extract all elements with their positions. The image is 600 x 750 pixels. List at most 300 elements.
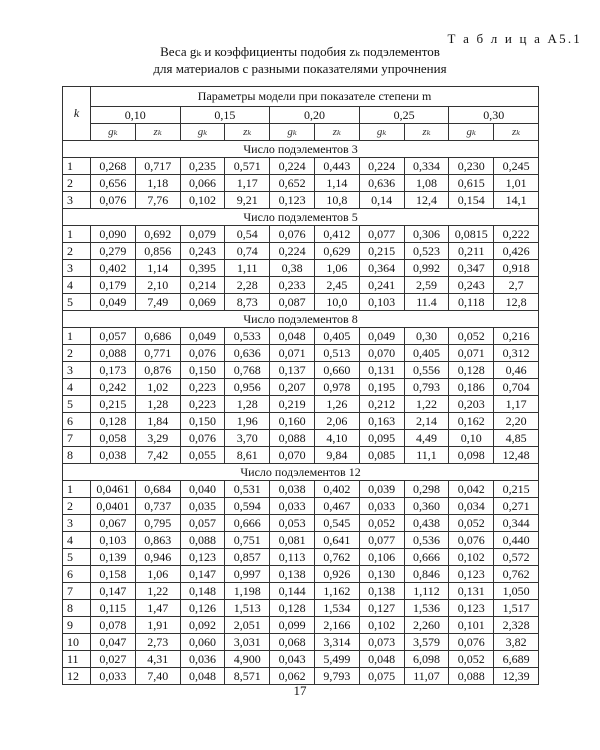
z-value-cell: 11.4 [404, 294, 449, 311]
g-value-cell: 0,243 [180, 243, 225, 260]
table-row [63, 396, 539, 413]
z-value-cell: 0,863 [135, 532, 180, 549]
z-value-cell: 4,31 [135, 651, 180, 668]
z-value-cell: 0,545 [314, 515, 359, 532]
g-value-cell: 0,123 [180, 549, 225, 566]
k-cell: 4 [63, 277, 91, 294]
z-value-cell: 8,73 [225, 294, 270, 311]
g-value-cell: 0,036 [180, 651, 225, 668]
g-value-cell: 0,057 [180, 515, 225, 532]
g-value-cell: 0,077 [359, 532, 404, 549]
z-value-cell: 0,298 [404, 481, 449, 498]
z-value-cell: 0,360 [404, 498, 449, 515]
z-value-cell: 2,73 [135, 634, 180, 651]
z-value-cell: 3,031 [225, 634, 270, 651]
z-value-cell: 3,314 [314, 634, 359, 651]
table-row [63, 617, 539, 634]
table-row [63, 447, 539, 464]
z-value-cell: 0,997 [225, 566, 270, 583]
g-value-cell: 0,242 [91, 379, 136, 396]
g-value-cell: 0,067 [91, 515, 136, 532]
g-value-cell: 0,113 [270, 549, 315, 566]
k-cell: 10 [63, 634, 91, 651]
z-value-cell: 0,405 [314, 328, 359, 345]
table-row [63, 243, 539, 260]
z-value-cell: 0,556 [404, 362, 449, 379]
k-column-header: k [63, 87, 91, 141]
g-value-cell: 0,098 [449, 447, 494, 464]
table-row [63, 498, 539, 515]
z-value-cell: 0,737 [135, 498, 180, 515]
z-value-cell: 0,666 [225, 515, 270, 532]
g-value-cell: 0,090 [91, 226, 136, 243]
g-value-cell: 0,047 [91, 634, 136, 651]
z-value-cell: 1,96 [225, 413, 270, 430]
z-value-cell: 1,01 [494, 175, 539, 192]
k-cell: 6 [63, 413, 91, 430]
z-value-cell: 7,76 [135, 192, 180, 209]
z-value-cell: 7,49 [135, 294, 180, 311]
g-value-cell: 0,085 [359, 447, 404, 464]
g-value-cell: 0,0815 [449, 226, 494, 243]
g-value-cell: 0,079 [180, 226, 225, 243]
table-row [63, 566, 539, 583]
table-row [63, 260, 539, 277]
g-value-cell: 0,223 [180, 379, 225, 396]
z-value-cell: 2,166 [314, 617, 359, 634]
z-value-cell: 0,926 [314, 566, 359, 583]
exponent-header: 0,30 [449, 107, 539, 124]
k-cell: 12 [63, 668, 91, 685]
z-value-cell: 12,4 [404, 192, 449, 209]
g-value-cell: 0,106 [359, 549, 404, 566]
z-value-cell: 1,28 [225, 396, 270, 413]
z-value-cell: 0,467 [314, 498, 359, 515]
z-value-cell: 11,1 [404, 447, 449, 464]
z-value-cell: 9,84 [314, 447, 359, 464]
g-value-cell: 0,224 [359, 158, 404, 175]
g-value-cell: 0,395 [180, 260, 225, 277]
z-value-cell: 0,426 [494, 243, 539, 260]
z-value-cell: 1,18 [135, 175, 180, 192]
g-value-cell: 0,147 [91, 583, 136, 600]
z-value-cell: 0,513 [314, 345, 359, 362]
table-head [63, 87, 539, 141]
z-subheader: zₖ [494, 124, 539, 141]
g-value-cell: 0,040 [180, 481, 225, 498]
g-subheader: gₖ [449, 124, 494, 141]
g-value-cell: 0,212 [359, 396, 404, 413]
k-cell: 1 [63, 328, 91, 345]
g-value-cell: 0,066 [180, 175, 225, 192]
g-value-cell: 0,095 [359, 430, 404, 447]
z-value-cell: 0,768 [225, 362, 270, 379]
g-value-cell: 0,055 [180, 447, 225, 464]
g-value-cell: 0,214 [180, 277, 225, 294]
g-value-cell: 0,038 [270, 481, 315, 498]
g-value-cell: 0,402 [91, 260, 136, 277]
z-value-cell: 0,312 [494, 345, 539, 362]
g-value-cell: 0,027 [91, 651, 136, 668]
g-value-cell: 0,077 [359, 226, 404, 243]
z-value-cell: 1,02 [135, 379, 180, 396]
z-value-cell: 4,10 [314, 430, 359, 447]
g-value-cell: 0,656 [91, 175, 136, 192]
z-value-cell: 0,636 [225, 345, 270, 362]
exponent-header: 0,15 [180, 107, 270, 124]
k-cell: 5 [63, 294, 91, 311]
z-value-cell: 10,0 [314, 294, 359, 311]
g-value-cell: 0,163 [359, 413, 404, 430]
z-value-cell: 8,571 [225, 668, 270, 685]
k-cell: 3 [63, 362, 91, 379]
z-value-cell: 12,39 [494, 668, 539, 685]
k-cell: 8 [63, 600, 91, 617]
z-value-cell: 2,7 [494, 277, 539, 294]
g-value-cell: 0,123 [449, 566, 494, 583]
g-value-cell: 0,131 [449, 583, 494, 600]
g-value-cell: 0,131 [359, 362, 404, 379]
table-row [63, 651, 539, 668]
z-value-cell: 7,40 [135, 668, 180, 685]
z-value-cell: 3,29 [135, 430, 180, 447]
z-value-cell: 0,412 [314, 226, 359, 243]
z-value-cell: 1,08 [404, 175, 449, 192]
g-subheader: gₖ [270, 124, 315, 141]
g-value-cell: 0,347 [449, 260, 494, 277]
k-cell: 5 [63, 549, 91, 566]
z-value-cell: 0,222 [494, 226, 539, 243]
g-value-cell: 0,10 [449, 430, 494, 447]
z-value-cell: 5,499 [314, 651, 359, 668]
g-value-cell: 0,126 [180, 600, 225, 617]
z-value-cell: 1,534 [314, 600, 359, 617]
z-value-cell: 0,215 [494, 481, 539, 498]
k-cell: 2 [63, 345, 91, 362]
group-header-row [63, 464, 539, 481]
caption-line-1: Веса gₖ и коэффициенты подобия zₖ подэлементов [160, 44, 440, 59]
g-value-cell: 0,179 [91, 277, 136, 294]
table-row [63, 158, 539, 175]
z-value-cell: 1,22 [404, 396, 449, 413]
table-row [63, 549, 539, 566]
g-value-cell: 0,215 [91, 396, 136, 413]
g-value-cell: 0,076 [91, 192, 136, 209]
g-value-cell: 0,038 [91, 447, 136, 464]
z-value-cell: 10,8 [314, 192, 359, 209]
group-title: Число подэлементов 8 [63, 311, 539, 328]
k-cell: 3 [63, 192, 91, 209]
table-row [63, 532, 539, 549]
table-row [63, 668, 539, 685]
g-value-cell: 0,052 [359, 515, 404, 532]
z-value-cell: 11,07 [404, 668, 449, 685]
g-value-cell: 0,042 [449, 481, 494, 498]
z-value-cell: 1,112 [404, 583, 449, 600]
g-value-cell: 0,211 [449, 243, 494, 260]
g-subheader: gₖ [359, 124, 404, 141]
z-value-cell: 0,405 [404, 345, 449, 362]
z-value-cell: 1,536 [404, 600, 449, 617]
z-value-cell: 3,82 [494, 634, 539, 651]
z-value-cell: 2,45 [314, 277, 359, 294]
z-value-cell: 0,74 [225, 243, 270, 260]
k-cell: 1 [63, 226, 91, 243]
g-value-cell: 0,076 [180, 430, 225, 447]
z-value-cell: 1,17 [225, 175, 270, 192]
g-value-cell: 0,052 [449, 328, 494, 345]
g-value-cell: 0,053 [270, 515, 315, 532]
g-value-cell: 0,137 [270, 362, 315, 379]
k-cell: 5 [63, 396, 91, 413]
z-value-cell: 2,10 [135, 277, 180, 294]
g-value-cell: 0,048 [180, 668, 225, 685]
z-value-cell: 0,857 [225, 549, 270, 566]
z-value-cell: 0,918 [494, 260, 539, 277]
k-cell: 6 [63, 566, 91, 583]
page-number: 17 [293, 683, 307, 698]
g-value-cell: 0,268 [91, 158, 136, 175]
table-row [63, 600, 539, 617]
table-row [63, 277, 539, 294]
g-value-cell: 0,071 [449, 345, 494, 362]
g-value-cell: 0,075 [359, 668, 404, 685]
g-value-cell: 0,081 [270, 532, 315, 549]
z-value-cell: 2,59 [404, 277, 449, 294]
g-subheader: gₖ [91, 124, 136, 141]
z-value-cell: 1,17 [494, 396, 539, 413]
z-value-cell: 0,666 [404, 549, 449, 566]
z-value-cell: 0,795 [135, 515, 180, 532]
g-value-cell: 0,049 [91, 294, 136, 311]
g-value-cell: 0,069 [180, 294, 225, 311]
table-row [63, 226, 539, 243]
g-value-cell: 0,160 [270, 413, 315, 430]
g-value-cell: 0,076 [449, 634, 494, 651]
table-row [63, 515, 539, 532]
table-row [63, 413, 539, 430]
g-value-cell: 0,0461 [91, 481, 136, 498]
table-row [63, 481, 539, 498]
k-cell: 7 [63, 430, 91, 447]
z-value-cell: 1,517 [494, 600, 539, 617]
g-value-cell: 0,215 [359, 243, 404, 260]
g-value-cell: 0,048 [270, 328, 315, 345]
z-value-cell: 3,70 [225, 430, 270, 447]
g-value-cell: 0,233 [270, 277, 315, 294]
g-value-cell: 0,033 [270, 498, 315, 515]
g-value-cell: 0,130 [359, 566, 404, 583]
g-value-cell: 0,128 [449, 362, 494, 379]
z-value-cell: 2,06 [314, 413, 359, 430]
z-value-cell: 1,22 [135, 583, 180, 600]
z-value-cell: 0,572 [494, 549, 539, 566]
g-value-cell: 0,162 [449, 413, 494, 430]
z-value-cell: 0,771 [135, 345, 180, 362]
g-value-cell: 0,38 [270, 260, 315, 277]
group-header-row [63, 311, 539, 328]
z-value-cell: 12,8 [494, 294, 539, 311]
z-value-cell: 0,440 [494, 532, 539, 549]
z-value-cell: 1,28 [135, 396, 180, 413]
g-value-cell: 0,103 [91, 532, 136, 549]
z-value-cell: 4,85 [494, 430, 539, 447]
g-value-cell: 0,070 [359, 345, 404, 362]
z-value-cell: 0,54 [225, 226, 270, 243]
k-cell: 2 [63, 498, 91, 515]
g-value-cell: 0,186 [449, 379, 494, 396]
g-value-cell: 0,219 [270, 396, 315, 413]
z-value-cell: 4,900 [225, 651, 270, 668]
g-value-cell: 0,052 [449, 515, 494, 532]
g-value-cell: 0,092 [180, 617, 225, 634]
z-value-cell: 0,793 [404, 379, 449, 396]
caption-line-2: для материалов с разными показателями упрочнения [153, 61, 447, 76]
g-value-cell: 0,364 [359, 260, 404, 277]
z-value-cell: 0,956 [225, 379, 270, 396]
z-value-cell: 0,704 [494, 379, 539, 396]
z-value-cell: 9,21 [225, 192, 270, 209]
z-value-cell: 2,260 [404, 617, 449, 634]
g-value-cell: 0,123 [449, 600, 494, 617]
g-value-cell: 0,103 [359, 294, 404, 311]
g-value-cell: 0,071 [270, 345, 315, 362]
g-value-cell: 0,076 [180, 345, 225, 362]
z-value-cell: 0,523 [404, 243, 449, 260]
z-value-cell: 0,629 [314, 243, 359, 260]
z-value-cell: 0,846 [404, 566, 449, 583]
g-value-cell: 0,088 [180, 532, 225, 549]
z-value-cell: 1,26 [314, 396, 359, 413]
z-value-cell: 1,162 [314, 583, 359, 600]
g-value-cell: 0,078 [91, 617, 136, 634]
z-value-cell: 1,050 [494, 583, 539, 600]
z-value-cell: 0,46 [494, 362, 539, 379]
table-row [63, 379, 539, 396]
g-value-cell: 0,073 [359, 634, 404, 651]
g-value-cell: 0,043 [270, 651, 315, 668]
z-value-cell: 0,946 [135, 549, 180, 566]
z-value-cell: 2,28 [225, 277, 270, 294]
z-value-cell: 0,641 [314, 532, 359, 549]
group-header-row [63, 209, 539, 226]
k-cell: 3 [63, 260, 91, 277]
g-value-cell: 0,207 [270, 379, 315, 396]
z-value-cell: 1,14 [135, 260, 180, 277]
g-value-cell: 0,127 [359, 600, 404, 617]
z-value-cell: 0,271 [494, 498, 539, 515]
g-value-cell: 0,138 [359, 583, 404, 600]
g-value-cell: 0,150 [180, 362, 225, 379]
g-value-cell: 0,235 [180, 158, 225, 175]
g-value-cell: 0,062 [270, 668, 315, 685]
g-value-cell: 0,049 [359, 328, 404, 345]
z-value-cell: 0,334 [404, 158, 449, 175]
z-value-cell: 0,594 [225, 498, 270, 515]
g-value-cell: 0,033 [359, 498, 404, 515]
g-value-cell: 0,076 [449, 532, 494, 549]
g-value-cell: 0,102 [449, 549, 494, 566]
z-value-cell: 3,579 [404, 634, 449, 651]
g-value-cell: 0,102 [359, 617, 404, 634]
g-value-cell: 0,138 [270, 566, 315, 583]
z-value-cell: 0,344 [494, 515, 539, 532]
z-value-cell: 0,660 [314, 362, 359, 379]
group-header-row [63, 141, 539, 158]
g-value-cell: 0,060 [180, 634, 225, 651]
g-value-cell: 0,123 [270, 192, 315, 209]
z-value-cell: 14,1 [494, 192, 539, 209]
g-value-cell: 0,652 [270, 175, 315, 192]
z-value-cell: 8,61 [225, 447, 270, 464]
k-cell: 2 [63, 243, 91, 260]
k-cell: 4 [63, 379, 91, 396]
weights-table [62, 86, 539, 685]
g-value-cell: 0,224 [270, 243, 315, 260]
g-value-cell: 0,243 [449, 277, 494, 294]
table-caption [62, 43, 538, 77]
g-value-cell: 0,118 [449, 294, 494, 311]
z-value-cell: 0,978 [314, 379, 359, 396]
g-value-cell: 0,158 [91, 566, 136, 583]
g-value-cell: 0,139 [91, 549, 136, 566]
params-header: Параметры модели при показателе степени m [91, 87, 539, 107]
table-row [63, 345, 539, 362]
table-label: Т а б л и ц а А5.1 [447, 31, 582, 46]
g-value-cell: 0,070 [270, 447, 315, 464]
exponent-header: 0,20 [270, 107, 360, 124]
g-value-cell: 0,0401 [91, 498, 136, 515]
z-subheader: zₖ [225, 124, 270, 141]
z-subheader: zₖ [404, 124, 449, 141]
z-value-cell: 7,42 [135, 447, 180, 464]
table-row [63, 294, 539, 311]
g-value-cell: 0,224 [270, 158, 315, 175]
g-value-cell: 0,128 [270, 600, 315, 617]
z-value-cell: 6,098 [404, 651, 449, 668]
g-value-cell: 0,241 [359, 277, 404, 294]
z-value-cell: 0,717 [135, 158, 180, 175]
table-row [63, 175, 539, 192]
z-value-cell: 0,533 [225, 328, 270, 345]
g-value-cell: 0,033 [91, 668, 136, 685]
g-value-cell: 0,039 [359, 481, 404, 498]
g-value-cell: 0,148 [180, 583, 225, 600]
table-row [63, 583, 539, 600]
g-value-cell: 0,615 [449, 175, 494, 192]
z-value-cell: 1,84 [135, 413, 180, 430]
z-value-cell: 1,513 [225, 600, 270, 617]
z-subheader: zₖ [135, 124, 180, 141]
k-cell: 9 [63, 617, 91, 634]
z-value-cell: 1,06 [135, 566, 180, 583]
k-cell: 1 [63, 481, 91, 498]
z-value-cell: 0,216 [494, 328, 539, 345]
g-value-cell: 0,223 [180, 396, 225, 413]
g-value-cell: 0,057 [91, 328, 136, 345]
z-value-cell: 0,30 [404, 328, 449, 345]
g-value-cell: 0,087 [270, 294, 315, 311]
g-value-cell: 0,076 [270, 226, 315, 243]
g-value-cell: 0,14 [359, 192, 404, 209]
z-value-cell: 1,91 [135, 617, 180, 634]
g-value-cell: 0,102 [180, 192, 225, 209]
exponent-header: 0,25 [359, 107, 449, 124]
k-cell: 11 [63, 651, 91, 668]
g-value-cell: 0,115 [91, 600, 136, 617]
z-value-cell: 0,762 [494, 566, 539, 583]
g-value-cell: 0,088 [91, 345, 136, 362]
